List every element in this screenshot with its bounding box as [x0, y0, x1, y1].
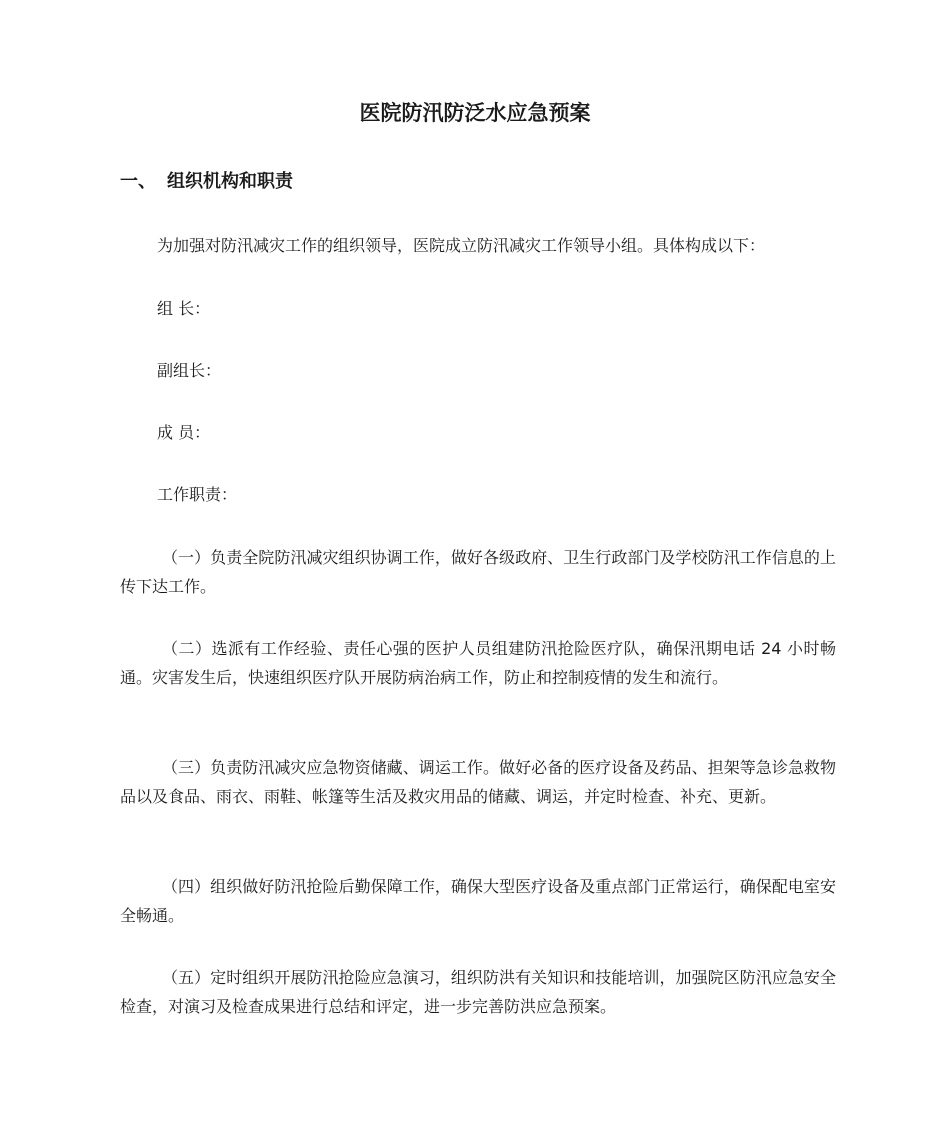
- section-heading: [120, 168, 293, 196]
- role-leader-label: 组 长：: [157, 299, 211, 318]
- role-deputy-label: 副组长：: [157, 361, 222, 380]
- duty-item-3: （三）负责防汛减灾应急物资储藏、调运工作。做好必备的医疗设备及药品、担架等急诊急救物品以及食品、雨衣、雨鞋、帐篷等生活及救灾用品的储藏、调运，并定时检查、补充、更新。: [120, 758, 836, 806]
- duty-item-1: （一）负责全院防汛减灾组织协调工作，做好各级政府、卫生行政部门及学校防汛工作信息的上传下达工作。: [120, 548, 836, 596]
- duty-item-4: （四）组织做好防汛抢险后勤保障工作，确保大型医疗设备及重点部门正常运行，确保配电室安全畅通。: [120, 877, 836, 925]
- section-number: 一、: [120, 171, 156, 192]
- section-heading-text: 组织机构和职责: [167, 171, 293, 192]
- intro-paragraph: 为加强对防汛减灾工作的组织领导，医院成立防汛减灾工作领导小组。具体构成以下：: [157, 236, 766, 255]
- duty-item-5: （五）定时组织开展防汛抢险应急演习，组织防洪有关知识和技能培训，加强院区防汛应急安全检查，对演习及检查成果进行总结和评定，进一步完善防洪应急预案。: [120, 968, 836, 1016]
- role-members-label: 成 员：: [157, 423, 211, 442]
- document-title: 医院防汛防泛水应急预案: [359, 101, 591, 125]
- duty-item-2: （二）选派有工作经验、责任心强的医护人员组建防汛抢险医疗队，确保汛期电话 24 小时畅通。灾害发生后，快速组织医疗队开展防病治病工作，防止和控制疫情的发生和流行。: [120, 639, 836, 687]
- duties-label: 工作职责：: [157, 485, 238, 504]
